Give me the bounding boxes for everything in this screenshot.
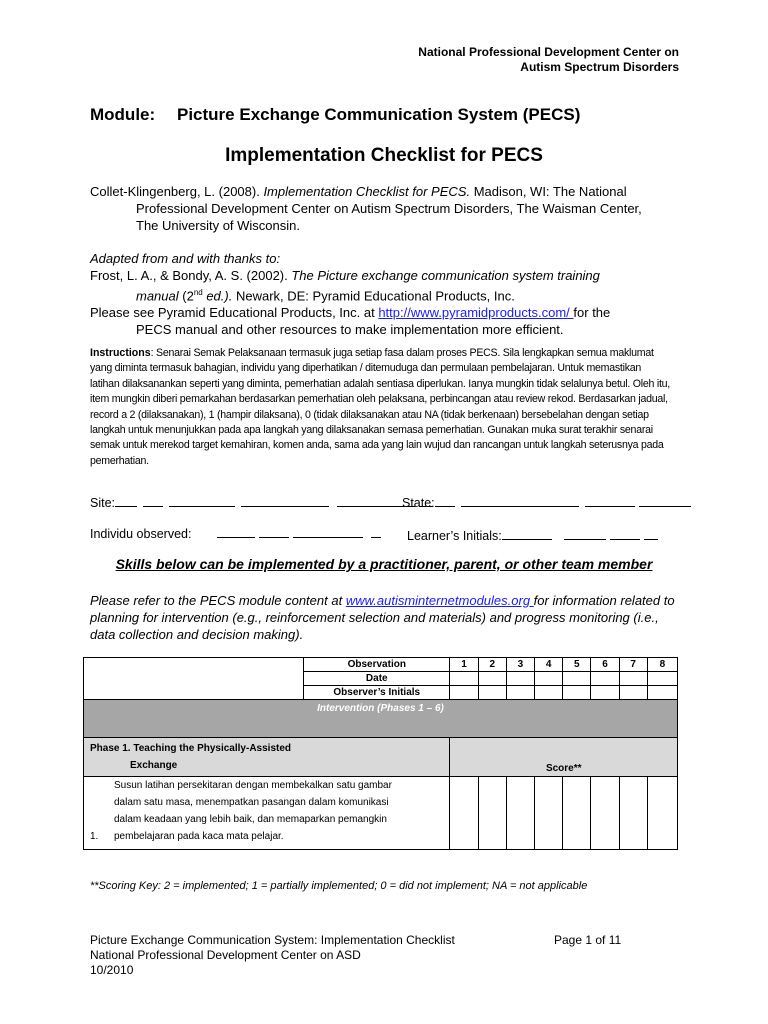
observer-cell[interactable] <box>450 686 478 700</box>
citation-italic: Implementation Checklist for PECS. <box>263 184 471 199</box>
header-organization <box>418 45 679 75</box>
footer-line3: 10/2010 <box>90 963 134 977</box>
intervention-header: Intervention (Phases 1 – 6) <box>84 700 678 738</box>
adapted-intro: Adapted from and with thanks to: <box>90 251 281 266</box>
date-cell[interactable] <box>591 672 619 686</box>
refer-paragraph <box>90 592 680 643</box>
autism-modules-link[interactable]: www.autisminternetmodules.org <box>345 593 534 608</box>
individual-label: Individu observed: <box>90 527 192 541</box>
pyramid-link[interactable]: http://www.pyramidproducts.com/ <box>378 305 574 321</box>
date-cell[interactable] <box>478 672 506 686</box>
score-cell[interactable] <box>619 777 647 850</box>
instructions <box>90 346 670 469</box>
initials-label: Learner’s Initials: <box>407 529 502 543</box>
intervention-row <box>84 700 678 738</box>
observer-cell[interactable] <box>619 686 647 700</box>
module-name: Picture Exchange Communication System (PECS) <box>177 105 581 124</box>
ref2-b: for the <box>573 305 611 321</box>
ref1-sup: nd <box>193 288 203 297</box>
initials-field[interactable] <box>407 527 658 543</box>
col-2: 2 <box>478 658 506 672</box>
col-1: 1 <box>450 658 478 672</box>
phase-title-line2: Exchange <box>130 760 178 771</box>
refer-a: Please refer to the PECS module content at <box>90 593 346 608</box>
module-label: Module: <box>90 105 156 124</box>
score-cell[interactable] <box>591 777 619 850</box>
citation-part1: Collet-Klingenberg, L. (2008). <box>90 184 264 199</box>
citation-line3: The University of Wisconsin. <box>136 218 300 233</box>
col-3: 3 <box>506 658 534 672</box>
citation-line2: Professional Development Center on Autism Spectrum Disorders, The Waisman Center, <box>136 201 642 216</box>
state-field[interactable] <box>402 494 691 510</box>
ref1-a: Frost, L. A., & Bondy, A. S. (2002). <box>90 268 292 283</box>
date-label: Date <box>304 672 450 686</box>
observer-cell[interactable] <box>478 686 506 700</box>
observation-row <box>84 658 678 672</box>
col-8: 8 <box>647 658 677 672</box>
citation <box>90 183 690 234</box>
observer-cell[interactable] <box>535 686 563 700</box>
col-6: 6 <box>591 658 619 672</box>
date-cell[interactable] <box>647 672 677 686</box>
ref1-line2-b: ed.). <box>202 288 233 304</box>
module-heading <box>90 105 580 125</box>
phase-row <box>84 738 678 777</box>
footer <box>90 933 455 978</box>
ref1-line2 <box>90 284 690 304</box>
instructions-label: Instructions <box>90 347 151 359</box>
ref1-italic: The Picture exchange communication system training <box>291 268 600 283</box>
adapted-section <box>90 250 690 338</box>
individual-field[interactable] <box>90 525 381 541</box>
date-cell[interactable] <box>450 672 478 686</box>
item-number: 1. <box>90 831 99 842</box>
score-cell[interactable] <box>563 777 591 850</box>
header-org-line1: National Professional Development Center on <box>418 45 679 59</box>
col-7: 7 <box>619 658 647 672</box>
date-cell[interactable] <box>563 672 591 686</box>
ref2-line2: PECS manual and other resources to make implementation more efficient. <box>136 322 564 338</box>
date-cell[interactable] <box>619 672 647 686</box>
scoring-key: **Scoring Key: 2 = implemented; 1 = partially implemented; 0 = did not implement; NA = not applicable <box>90 880 588 892</box>
instructions-text: : Senarai Semak Pelaksanaan termasuk juga setiap fasa dalam proses PECS. Sila lengkapkan semua maklumat yang diminta termasuk bahagian, individu yang diperhatikan / ditemuduga dan permulaan pembelajaran. Untuk memastikan latihan dilaksanankan seperti yang diminta, pemerhatian adalah sentiasa diperlukan. Ianya mungkin tidak selalunya betul. Oleh itu, item mungkin diberi pemarkahan berdasarkan pemerhatian oleh pelaksana, perbincangan atau review rekod. Berdasarkan jadual, record a 2 (dilaksanakan), 1 (hampir dilaksana), 0 (tidak dilaksanakan atau NA (tidak berkenaan) bersebelahan dengan setiap langkah untuk menunjukkan pada apa langkah yang dilaksanakan semasa pemerhatian. Gunakan muka surat terakhir senarai semak untuk merekod target kemahiran, komen anda, sama ada yang lain wujud dan rancangan untuk langkah seterusnya pada pemerhatian. <box>90 347 670 467</box>
observer-cell[interactable] <box>506 686 534 700</box>
observer-cell[interactable] <box>647 686 677 700</box>
phase-title <box>84 738 450 777</box>
ref1-line2-a: (2 <box>178 288 194 304</box>
observation-label: Observation <box>304 658 450 672</box>
implementation-checklist-table <box>83 657 678 850</box>
state-label: State: <box>402 496 435 510</box>
site-label: Site: <box>90 496 116 510</box>
score-cell[interactable] <box>647 777 677 850</box>
score-cell[interactable] <box>450 777 478 850</box>
observer-cell[interactable] <box>591 686 619 700</box>
item-text: Susun latihan persekitaran dengan membekalkan satu gambar dalam satu masa, menempatkan pasangan dalam komunikasi dalam keadaan yang lebih baik, dan memaparkan pemangkin pembelajaran pada kaca mata pelajar. <box>114 780 392 842</box>
citation-part2: Madison, WI: The National <box>470 184 627 199</box>
score-cell[interactable] <box>478 777 506 850</box>
checklist-item <box>84 777 450 850</box>
ref1-line2-italic: manual <box>136 288 179 304</box>
ref2-a: Please see Pyramid Educational Products, Inc. at <box>90 305 379 321</box>
date-cell[interactable] <box>506 672 534 686</box>
site-field[interactable] <box>90 494 433 510</box>
page-title: Implementation Checklist for PECS <box>225 145 543 166</box>
skills-note: Skills below can be implemented by a practitioner, parent, or other team member <box>115 556 653 572</box>
footer-line1: Picture Exchange Communication System: Implementation Checklist <box>90 933 455 947</box>
date-cell[interactable] <box>535 672 563 686</box>
col-5: 5 <box>563 658 591 672</box>
score-cell[interactable] <box>535 777 563 850</box>
footer-line2: National Professional Development Center on ASD <box>90 948 361 962</box>
score-cell[interactable] <box>506 777 534 850</box>
table-row <box>84 777 678 850</box>
score-header: Score** <box>450 738 678 777</box>
header-org-line2: Autism Spectrum Disorders <box>520 60 679 74</box>
col-4: 4 <box>535 658 563 672</box>
observer-label: Observer’s Initials <box>304 686 450 700</box>
refer-b: for information related to planning for intervention (e.g., reinforcement selection and materials) and progress monitoring (i.e., data collection and decision making). <box>90 593 675 642</box>
page-number: Page 1 of 11 <box>554 933 622 947</box>
ref1-line2-c: Newark, DE: Pyramid Educational Products, Inc. <box>232 288 515 304</box>
phase-title-line1: Phase 1. Teaching the Physically-Assisted <box>90 743 292 754</box>
observer-cell[interactable] <box>563 686 591 700</box>
